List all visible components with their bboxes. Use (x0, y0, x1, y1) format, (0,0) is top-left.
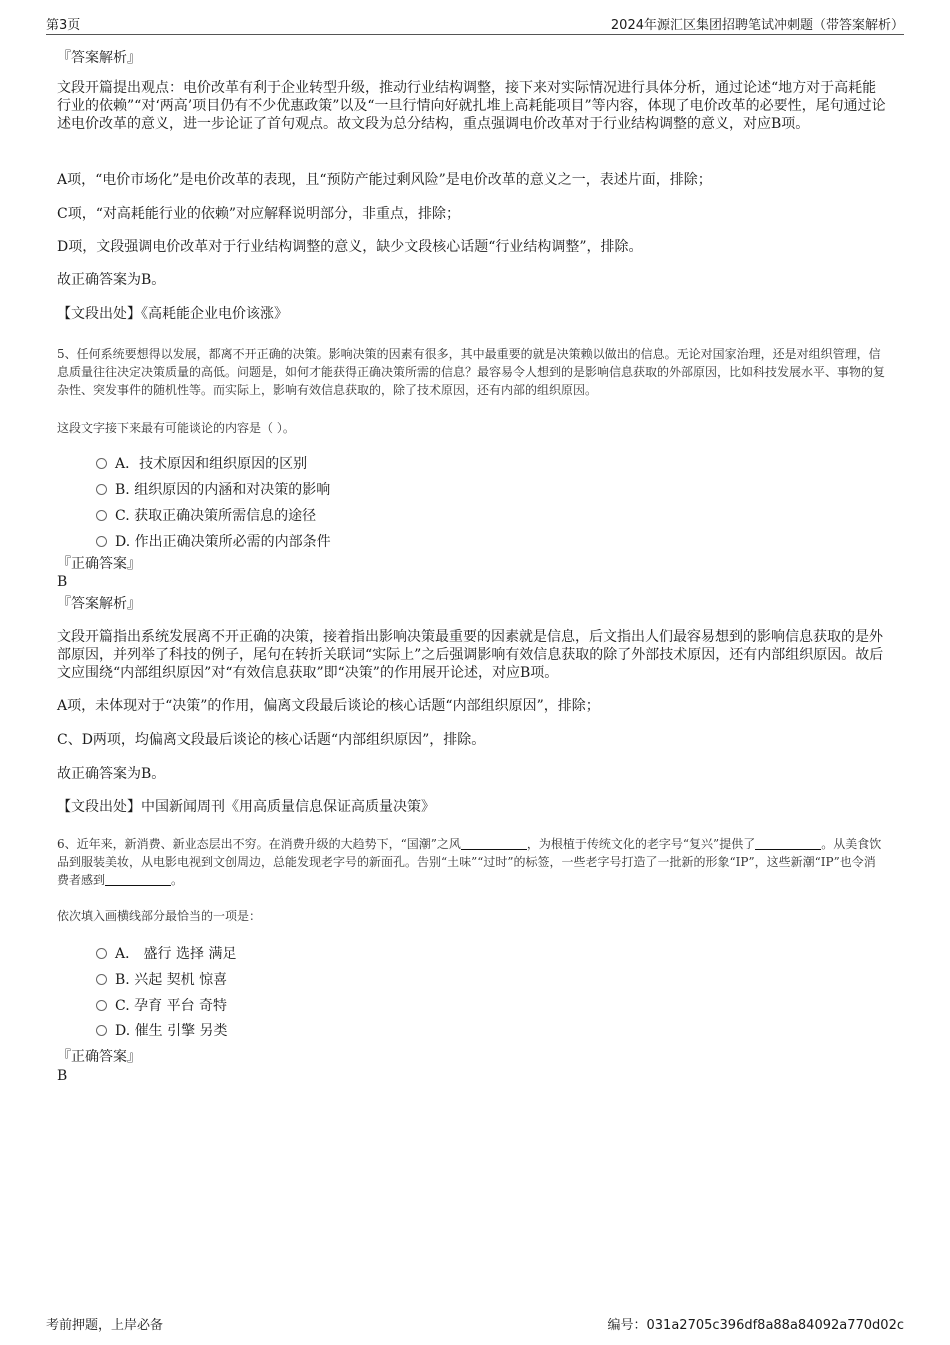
q5-conclusion: 故正确答案为B。 (57, 766, 166, 782)
q4-source: 【文段出处】《高耗能企业电价该涨》 (57, 306, 288, 322)
q5-option-b[interactable]: B. 组织原因的内涵和对决策的影响 (96, 481, 330, 499)
q4-option-d-analysis: D项，文段强调电价改革对于行业结构调整的意义，缺少文段核心话题“行业结构调整”，排除。 (57, 239, 643, 255)
page-number: 第3页 (46, 18, 81, 33)
blank-2 (755, 837, 821, 850)
q5-stem: 5、任何系统要想得以发展，都离不开正确的决策。影响决策的因素有很多，其中最重要的就是决策赖以做出的信息。无论对国家治理，还是对组织管理，信息质量往往决定决策质量的高低。问题是，如何才能获得正确决策所需的信息？最容易令人想到的是影响信息获取的外部原因，比如科技发展水平、事物的复杂性、突发事件的随机性等。而实际上，影响有效信息获取的，除了技术原因，还有内部的组织原因。 (57, 347, 886, 397)
footer-slogan: 考前押题，上岸必备 (46, 1318, 164, 1333)
q5-answer: B (57, 574, 68, 590)
radio-icon[interactable] (96, 1000, 107, 1011)
q5-option-cd-analysis: C、D两项，均偏离文段最后谈论的核心话题“内部组织原因”，排除。 (57, 732, 486, 748)
radio-icon[interactable] (96, 458, 107, 469)
radio-icon[interactable] (96, 510, 107, 521)
q5-option-d[interactable]: D. 作出正确决策所必需的内部条件 (96, 533, 331, 551)
q4-analysis-text: 文段开篇提出观点：电价改革有利于企业转型升级，推动行业结构调整，接下来对实际情况进行具体分析，通过论述“地方对于高耗能行业的依赖”“对‘两高’项目仍有不少优惠政策”以及“一旦行情向好就扎堆上高耗能项目”等内容，体现了电价改革的必要性，尾句通过论述电价改革的意义，进一步论证了首句观点。故文段为总分结构，重点强调电价改革对于行业结构调整的意义，对应B项。 (57, 80, 886, 132)
q6-option-b[interactable]: B. 兴起 契机 惊喜 (96, 971, 227, 989)
radio-icon[interactable] (96, 974, 107, 985)
q5-option-c[interactable]: C. 获取正确决策所需信息的途径 (96, 507, 316, 525)
radio-icon[interactable] (96, 948, 107, 959)
q6-stem: 6、近年来，新消费、新业态层出不穷。在消费升级的大趋势下，“国潮”之风 ，为根植于传统文化的老字号“复兴”提供了 。从美食饮品到服装美妆，从电影电视到文创周边，总能发现老字号的新面孔。告别“土味”“过时”的标签，一些老字号打造了一批新的形象“IP”，这些新潮“IP”也令消费者感到 。 (57, 837, 882, 887)
q6-option-a[interactable]: A． 盛行 选择 满足 (96, 945, 236, 963)
q5-question: 这段文字接下来最有可能谈论的内容是（ ）。 (57, 421, 295, 435)
document-title: 2024年源汇区集团招聘笔试冲刺题（带答案解析） (610, 18, 904, 33)
q4-conclusion: 故正确答案为B。 (57, 272, 166, 288)
page-header (46, 14, 904, 35)
q6-answer: B (57, 1068, 68, 1084)
blank-3 (105, 873, 171, 886)
q5-analysis-label: 『答案解析』 (57, 596, 141, 612)
q6-option-d[interactable]: D. 催生 引擎 另类 (96, 1022, 228, 1040)
q4-option-c-analysis: C项，“对高耗能行业的依赖”对应解释说明部分，非重点，排除； (57, 206, 461, 222)
q6-question: 依次填入画横线部分最恰当的一项是： (57, 909, 262, 923)
document-id: 编号：031a2705c396df8a88a84092a770d02c (607, 1318, 904, 1333)
q6-answer-label: 『正确答案』 (57, 1049, 141, 1065)
radio-icon[interactable] (96, 484, 107, 495)
q5-option-a-analysis: A项，未体现对于“决策”的作用，偏离文段最后谈论的核心话题“内部组织原因”，排除； (57, 698, 600, 714)
blank-1 (461, 837, 527, 850)
q5-source: 【文段出处】中国新闻周刊《用高质量信息保证高质量决策》 (57, 799, 435, 815)
q4-option-a-analysis: A项，“电价市场化”是电价改革的表现，且“预防产能过剩风险”是电价改革的意义之一，表述片面，排除； (57, 172, 712, 188)
q5-analysis-text: 文段开篇指出系统发展离不开正确的决策，接着指出影响决策最重要的因素就是信息，后文指出人们最容易想到的影响信息获取的是外部原因，并列举了科技的例子，尾句在转折关联词“实际上”之后强调影响有效信息获取的除了外部技术原因，还有内部组织原因。故后文应围绕“内部组织原因”对“有效信息获取”即“决策”的作用展开论述，对应B项。 (57, 629, 884, 681)
q5-option-a[interactable]: A．技术原因和组织原因的区别 (96, 455, 307, 473)
q6-option-c[interactable]: C. 孕育 平台 奇特 (96, 997, 227, 1015)
q5-answer-label: 『正确答案』 (57, 556, 141, 572)
radio-icon[interactable] (96, 1025, 107, 1036)
radio-icon[interactable] (96, 536, 107, 547)
q4-analysis-label: 『答案解析』 (57, 50, 141, 66)
